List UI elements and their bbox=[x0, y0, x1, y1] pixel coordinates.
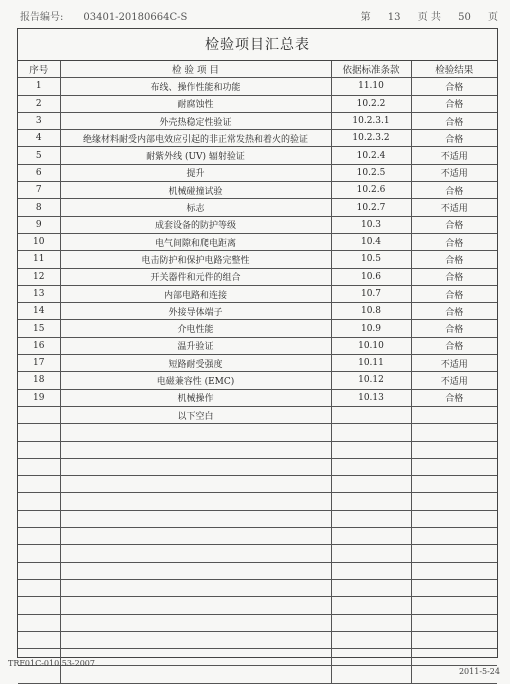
cell-no: 14 bbox=[18, 303, 60, 320]
blank-cell bbox=[60, 441, 331, 458]
column-header-clause: 依据标准条款 bbox=[331, 61, 411, 78]
blank-cell bbox=[18, 666, 60, 683]
blank-cell bbox=[331, 510, 411, 527]
cell-result: 不适用 bbox=[411, 147, 497, 164]
blank-cell bbox=[60, 528, 331, 545]
table-row bbox=[18, 199, 497, 216]
page-header bbox=[20, 8, 498, 26]
form-code: TRF01C-010.53-2007 bbox=[8, 659, 95, 668]
table-row bbox=[18, 406, 497, 423]
cell-clause: 10.13 bbox=[331, 389, 411, 406]
cell-no: 10 bbox=[18, 233, 60, 250]
cell-no: 5 bbox=[18, 147, 60, 164]
cell-item: 温升验证 bbox=[60, 337, 331, 354]
page-suffix: 页 bbox=[488, 12, 498, 23]
summary-table-frame bbox=[17, 28, 498, 658]
blank-row bbox=[18, 476, 497, 493]
blank-cell bbox=[411, 597, 497, 614]
page-title: 检验项目汇总表 bbox=[18, 29, 497, 61]
page-mid: 页 共 bbox=[417, 12, 441, 23]
cell-result: 合格 bbox=[411, 95, 497, 112]
cell-clause: 10.2.6 bbox=[331, 182, 411, 199]
table-row bbox=[18, 320, 497, 337]
cell-no: 6 bbox=[18, 164, 60, 181]
cell-item: 标志 bbox=[60, 199, 331, 216]
blank-cell bbox=[411, 528, 497, 545]
report-number-value: 03401-20180664C-S bbox=[83, 12, 188, 23]
cell-item: 开关器件和元件的组合 bbox=[60, 268, 331, 285]
cell-result: 合格 bbox=[411, 233, 497, 250]
cell-no: 4 bbox=[18, 130, 60, 147]
blank-row bbox=[18, 493, 497, 510]
blank-cell bbox=[18, 424, 60, 441]
blank-cell bbox=[331, 666, 411, 683]
cell-clause: 10.2.4 bbox=[331, 147, 411, 164]
cell-result: 合格 bbox=[411, 320, 497, 337]
blank-cell bbox=[331, 458, 411, 475]
blank-cell bbox=[60, 545, 331, 562]
cell-item: 成套设备的防护等级 bbox=[60, 216, 331, 233]
blank-cell bbox=[411, 441, 497, 458]
cell-clause: 10.2.7 bbox=[331, 199, 411, 216]
table-row bbox=[18, 216, 497, 233]
cell-clause: 10.9 bbox=[331, 320, 411, 337]
cell-result: 合格 bbox=[411, 130, 497, 147]
cell-clause: 10.5 bbox=[331, 251, 411, 268]
table-body bbox=[18, 78, 497, 683]
blank-cell bbox=[411, 562, 497, 579]
cell-result: 不适用 bbox=[411, 355, 497, 372]
report-number-label: 报告编号: bbox=[20, 12, 64, 23]
blank-cell bbox=[18, 528, 60, 545]
cell-no: 17 bbox=[18, 355, 60, 372]
cell-clause: 10.12 bbox=[331, 372, 411, 389]
cell-result: 不适用 bbox=[411, 164, 497, 181]
cell-no: 19 bbox=[18, 389, 60, 406]
cell-result: 不适用 bbox=[411, 199, 497, 216]
blank-row bbox=[18, 597, 497, 614]
blank-row bbox=[18, 424, 497, 441]
blank-cell bbox=[60, 579, 331, 596]
cell-no: 18 bbox=[18, 372, 60, 389]
column-header-item: 检 验 项 目 bbox=[60, 61, 331, 78]
table-row bbox=[18, 303, 497, 320]
blank-cell bbox=[60, 614, 331, 631]
blank-cell bbox=[411, 510, 497, 527]
table-row bbox=[18, 285, 497, 302]
cell-clause: 10.4 bbox=[331, 233, 411, 250]
cell-item: 电磁兼容性 (EMC) bbox=[60, 372, 331, 389]
cell-clause: 10.2.3.1 bbox=[331, 112, 411, 129]
cell-item: 外接导体端子 bbox=[60, 303, 331, 320]
cell-clause: 10.10 bbox=[331, 337, 411, 354]
table-row bbox=[18, 164, 497, 181]
blank-cell bbox=[60, 476, 331, 493]
cell-item: 内部电路和连接 bbox=[60, 285, 331, 302]
cell-result: 合格 bbox=[411, 337, 497, 354]
cell-result: 不适用 bbox=[411, 372, 497, 389]
cell-no bbox=[18, 406, 60, 423]
blank-cell bbox=[331, 597, 411, 614]
cell-item: 介电性能 bbox=[60, 320, 331, 337]
blank-row bbox=[18, 666, 497, 683]
cell-no: 7 bbox=[18, 182, 60, 199]
cell-result: 合格 bbox=[411, 389, 497, 406]
blank-cell bbox=[60, 458, 331, 475]
cell-no: 11 bbox=[18, 251, 60, 268]
blank-cell bbox=[411, 631, 497, 648]
cell-item: 绝缘材料耐受内部电效应引起的非正常发热和着火的验证 bbox=[60, 130, 331, 147]
form-date: 2011-5-24 bbox=[458, 667, 500, 676]
blank-cell bbox=[60, 649, 331, 666]
cell-clause: 10.2.5 bbox=[331, 164, 411, 181]
inspection-summary-table bbox=[18, 61, 497, 684]
blank-cell bbox=[60, 510, 331, 527]
blank-cell bbox=[411, 579, 497, 596]
cell-clause bbox=[331, 406, 411, 423]
blank-row bbox=[18, 458, 497, 475]
blank-cell bbox=[331, 441, 411, 458]
blank-cell bbox=[411, 476, 497, 493]
table-row bbox=[18, 389, 497, 406]
column-header-result: 检验结果 bbox=[411, 61, 497, 78]
cell-result: 合格 bbox=[411, 112, 497, 129]
blank-row bbox=[18, 545, 497, 562]
blank-cell bbox=[18, 579, 60, 596]
blank-row bbox=[18, 441, 497, 458]
page-prefix: 第 bbox=[360, 12, 371, 23]
blank-cell bbox=[60, 666, 331, 683]
cell-item: 电气间隙和爬电距离 bbox=[60, 233, 331, 250]
cell-item: 机械操作 bbox=[60, 389, 331, 406]
cell-clause: 10.6 bbox=[331, 268, 411, 285]
blank-cell bbox=[18, 476, 60, 493]
blank-cell bbox=[18, 441, 60, 458]
blank-cell bbox=[18, 493, 60, 510]
cell-item: 耐腐蚀性 bbox=[60, 95, 331, 112]
blank-cell bbox=[18, 458, 60, 475]
cell-item: 以下空白 bbox=[60, 406, 331, 423]
blank-cell bbox=[60, 424, 331, 441]
cell-clause: 10.3 bbox=[331, 216, 411, 233]
blank-row bbox=[18, 562, 497, 579]
page-total: 50 bbox=[458, 12, 471, 23]
cell-result: 合格 bbox=[411, 78, 497, 95]
blank-cell bbox=[411, 545, 497, 562]
cell-item: 布线、操作性能和功能 bbox=[60, 78, 331, 95]
table-row bbox=[18, 268, 497, 285]
blank-cell bbox=[331, 579, 411, 596]
cell-item: 短路耐受强度 bbox=[60, 355, 331, 372]
blank-row bbox=[18, 510, 497, 527]
cell-item: 耐紫外线 (UV) 辐射验证 bbox=[60, 147, 331, 164]
cell-clause: 10.2.3.2 bbox=[331, 130, 411, 147]
blank-cell bbox=[18, 545, 60, 562]
report-number bbox=[20, 8, 187, 23]
cell-item: 电击防护和保护电路完整性 bbox=[60, 251, 331, 268]
blank-row bbox=[18, 579, 497, 596]
blank-cell bbox=[18, 562, 60, 579]
blank-cell bbox=[18, 614, 60, 631]
cell-result: 合格 bbox=[411, 251, 497, 268]
blank-cell bbox=[60, 493, 331, 510]
cell-result: 合格 bbox=[411, 285, 497, 302]
cell-no: 13 bbox=[18, 285, 60, 302]
table-row bbox=[18, 355, 497, 372]
table-row bbox=[18, 251, 497, 268]
cell-no: 9 bbox=[18, 216, 60, 233]
table-row bbox=[18, 95, 497, 112]
cell-no: 2 bbox=[18, 95, 60, 112]
table-row bbox=[18, 337, 497, 354]
table-row bbox=[18, 233, 497, 250]
cell-no: 1 bbox=[18, 78, 60, 95]
cell-item: 机械碰撞试验 bbox=[60, 182, 331, 199]
table-row bbox=[18, 130, 497, 147]
blank-cell bbox=[411, 424, 497, 441]
table-row bbox=[18, 78, 497, 95]
blank-cell bbox=[331, 631, 411, 648]
cell-result: 合格 bbox=[411, 216, 497, 233]
cell-clause: 10.11 bbox=[331, 355, 411, 372]
cell-result bbox=[411, 406, 497, 423]
cell-item: 外壳热稳定性验证 bbox=[60, 112, 331, 129]
blank-cell bbox=[331, 649, 411, 666]
blank-cell bbox=[331, 424, 411, 441]
cell-no: 3 bbox=[18, 112, 60, 129]
blank-cell bbox=[331, 476, 411, 493]
blank-cell bbox=[331, 614, 411, 631]
cell-result: 合格 bbox=[411, 268, 497, 285]
page-counter bbox=[347, 8, 498, 23]
cell-result: 合格 bbox=[411, 303, 497, 320]
blank-row bbox=[18, 631, 497, 648]
table-header-row bbox=[18, 61, 497, 78]
table-row bbox=[18, 182, 497, 199]
blank-cell bbox=[331, 528, 411, 545]
cell-no: 8 bbox=[18, 199, 60, 216]
cell-no: 15 bbox=[18, 320, 60, 337]
blank-row bbox=[18, 614, 497, 631]
column-header-no: 序号 bbox=[18, 61, 60, 78]
blank-cell bbox=[18, 510, 60, 527]
blank-cell bbox=[411, 614, 497, 631]
table-row bbox=[18, 112, 497, 129]
blank-cell bbox=[331, 493, 411, 510]
blank-cell bbox=[60, 597, 331, 614]
cell-no: 12 bbox=[18, 268, 60, 285]
blank-cell bbox=[18, 631, 60, 648]
cell-clause: 11.10 bbox=[331, 78, 411, 95]
blank-cell bbox=[18, 597, 60, 614]
blank-cell bbox=[331, 562, 411, 579]
blank-row bbox=[18, 528, 497, 545]
cell-clause: 10.8 bbox=[331, 303, 411, 320]
cell-result: 合格 bbox=[411, 182, 497, 199]
cell-no: 16 bbox=[18, 337, 60, 354]
blank-cell bbox=[411, 493, 497, 510]
cell-clause: 10.2.2 bbox=[331, 95, 411, 112]
blank-cell bbox=[60, 631, 331, 648]
blank-cell bbox=[411, 649, 497, 666]
cell-item: 提升 bbox=[60, 164, 331, 181]
table-row bbox=[18, 147, 497, 164]
blank-cell bbox=[411, 458, 497, 475]
page-current: 13 bbox=[387, 12, 401, 23]
table-row bbox=[18, 372, 497, 389]
blank-cell bbox=[60, 562, 331, 579]
blank-cell bbox=[331, 545, 411, 562]
cell-clause: 10.7 bbox=[331, 285, 411, 302]
